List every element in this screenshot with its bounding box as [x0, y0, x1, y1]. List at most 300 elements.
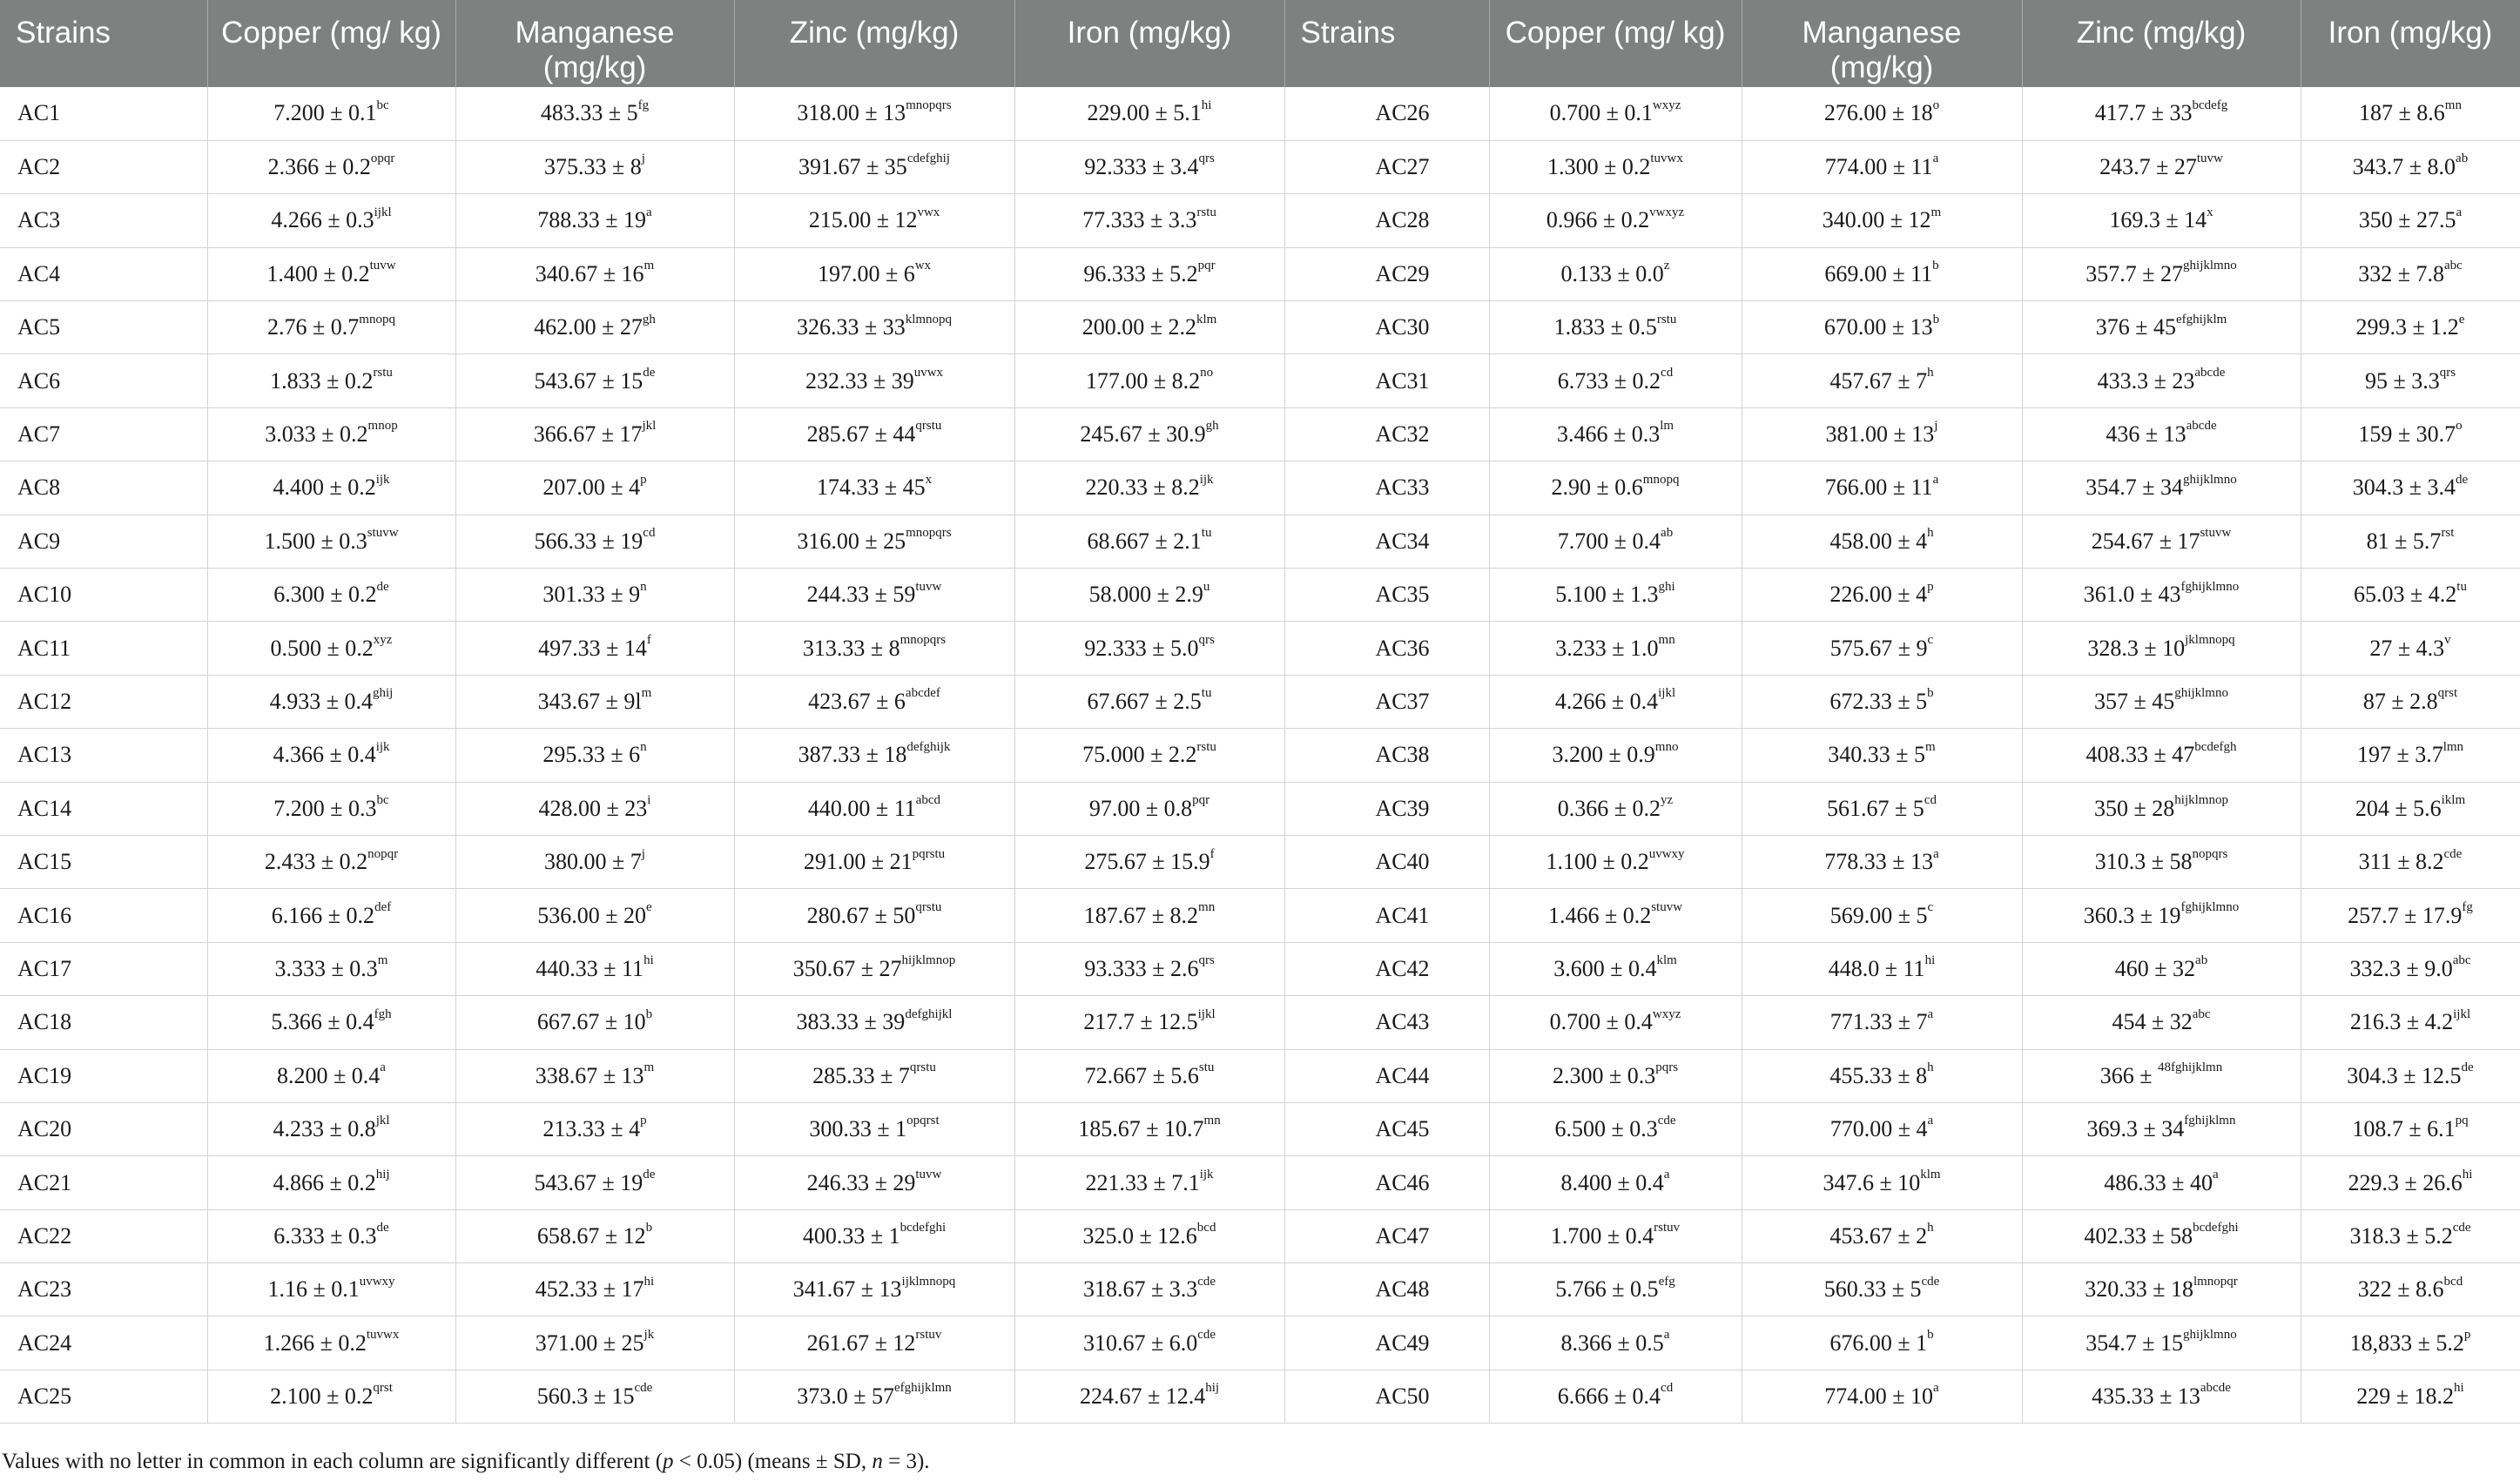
- value-cell: [1489, 1370, 1742, 1423]
- significance-letters: abc: [2192, 1006, 2211, 1021]
- cell-value: 569.00 ± 5: [1829, 902, 1928, 928]
- significance-letters: mn: [1198, 899, 1216, 914]
- value-cell: [1742, 889, 2022, 942]
- cell-value: 4.400 ± 0.2: [273, 475, 376, 501]
- value-cell: [2301, 1316, 2520, 1370]
- value-cell: [455, 247, 734, 300]
- cell-value: AC4: [17, 260, 61, 286]
- value-cell: [2022, 835, 2301, 888]
- cell-value: AC34: [1375, 528, 1430, 554]
- value-cell: [1489, 515, 1742, 568]
- value-cell: [207, 140, 455, 193]
- cell-value: 187 ± 8.6: [2359, 100, 2445, 126]
- cell-value: 92.333 ± 3.4: [1084, 154, 1199, 180]
- significance-letters: klm: [1920, 1167, 1941, 1181]
- value-cell: [207, 247, 455, 300]
- value-cell: [734, 1263, 1014, 1316]
- value-cell: [455, 996, 734, 1049]
- significance-letters: cd: [643, 526, 656, 541]
- significance-letters: efg: [1658, 1274, 1675, 1289]
- value-cell: [2022, 247, 2301, 300]
- significance-letters: ab: [2456, 151, 2469, 166]
- value-cell: [1742, 140, 2022, 193]
- value-cell: [734, 247, 1014, 300]
- cell-value: 27 ± 4.3: [2369, 635, 2445, 661]
- cell-value: 6.333 ± 0.3: [273, 1222, 377, 1249]
- value-cell: [2301, 407, 2520, 461]
- table-header-row: [0, 0, 2520, 87]
- value-cell: [455, 675, 734, 728]
- strain-cell: [1284, 942, 1489, 995]
- strain-cell: [0, 1263, 207, 1316]
- cell-value: AC16: [17, 902, 72, 928]
- value-cell: [455, 461, 734, 515]
- cell-value: AC9: [17, 528, 61, 554]
- cell-value: 3.600 ± 0.4: [1553, 955, 1657, 981]
- value-cell: [2301, 1370, 2520, 1423]
- cell-value: 486.33 ± 40: [2104, 1169, 2213, 1195]
- value-cell: [455, 407, 734, 461]
- significance-letters: qrs: [1198, 632, 1215, 647]
- significance-letters: ghijklmno: [2174, 686, 2228, 701]
- cell-value: AC49: [1375, 1330, 1430, 1356]
- cell-value: AC46: [1375, 1169, 1430, 1195]
- table-footnote: [0, 1450, 930, 1474]
- cell-value: 497.33 ± 14: [538, 635, 647, 661]
- significance-letters: b: [645, 1006, 653, 1021]
- value-cell: [1489, 301, 1742, 354]
- value-cell: [734, 1316, 1014, 1370]
- value-cell: [2301, 942, 2520, 995]
- table-row: [0, 1156, 2520, 1209]
- cell-value: 6.733 ± 0.2: [1557, 367, 1661, 394]
- value-cell: [1489, 569, 1742, 622]
- table-row: [0, 1370, 2520, 1423]
- significance-letters: opqrst: [906, 1114, 940, 1128]
- cell-value: 2.366 ± 0.2: [267, 154, 371, 180]
- significance-letters: uvwxy: [359, 1274, 395, 1289]
- strain-cell: [0, 889, 207, 942]
- cell-value: 460 ± 32: [2114, 955, 2196, 981]
- significance-letters: u: [1203, 579, 1210, 594]
- cell-value: 185.67 ± 10.7: [1078, 1116, 1204, 1142]
- cell-value: 676.00 ± 1: [1829, 1330, 1928, 1356]
- value-cell: [2301, 729, 2520, 782]
- strain-cell: [0, 140, 207, 193]
- significance-letters: rstuv: [1654, 1221, 1681, 1235]
- significance-letters: qrstu: [915, 419, 942, 434]
- significance-letters: bc: [376, 98, 389, 112]
- significance-letters: tu: [1201, 686, 1212, 701]
- value-cell: [207, 87, 455, 140]
- cell-value: 311 ± 8.2: [2358, 849, 2444, 875]
- significance-letters: j: [641, 846, 645, 861]
- value-cell: [734, 1156, 1014, 1209]
- strain-cell: [0, 461, 207, 515]
- cell-value: AC48: [1375, 1276, 1430, 1303]
- significance-letters: hi: [2462, 1167, 2473, 1181]
- significance-letters: e: [2458, 312, 2465, 326]
- cell-value: 1.833 ± 0.5: [1553, 314, 1657, 340]
- value-cell: [1489, 996, 1742, 1049]
- table-row: [0, 569, 2520, 622]
- value-cell: [207, 889, 455, 942]
- significance-letters: m: [643, 1060, 655, 1075]
- value-cell: [734, 569, 1014, 622]
- value-cell: [734, 996, 1014, 1049]
- table-row: [0, 1049, 2520, 1102]
- cell-value: 207.00 ± 4: [542, 475, 641, 501]
- cell-value: 3.033 ± 0.2: [265, 421, 368, 448]
- significance-letters: rstu: [1656, 312, 1677, 326]
- strain-cell: [1284, 996, 1489, 1049]
- value-cell: [455, 1209, 734, 1262]
- cell-value: 0.133 ± 0.0: [1560, 260, 1664, 286]
- column-header: Strains: [0, 0, 207, 87]
- significance-letters: bcdefg: [2192, 98, 2228, 112]
- significance-letters: cd: [1924, 793, 1937, 808]
- value-cell: [455, 1049, 734, 1102]
- strain-cell: [1284, 1370, 1489, 1423]
- cell-value: 280.67 ± 50: [806, 902, 916, 928]
- value-cell: [207, 1316, 455, 1370]
- value-cell: [2022, 675, 2301, 728]
- value-cell: [455, 569, 734, 622]
- strain-cell: [1284, 194, 1489, 247]
- value-cell: [734, 461, 1014, 515]
- table-row: [0, 942, 2520, 995]
- significance-letters: tu: [2456, 579, 2467, 594]
- significance-letters: ijklmnopq: [901, 1274, 956, 1289]
- significance-letters: nopqr: [367, 846, 399, 861]
- cell-value: 774.00 ± 11: [1824, 154, 1933, 180]
- value-cell: [2301, 782, 2520, 835]
- value-cell: [1014, 1209, 1284, 1262]
- value-cell: [207, 1102, 455, 1155]
- cell-value: 1.400 ± 0.2: [266, 260, 370, 286]
- cell-value: 8.366 ± 0.5: [1560, 1330, 1664, 1356]
- significance-letters: e: [646, 899, 652, 914]
- value-cell: [2022, 1209, 2301, 1262]
- value-cell: [2022, 515, 2301, 568]
- cell-value: 2.433 ± 0.2: [264, 849, 368, 875]
- cell-value: 5.766 ± 0.5: [1555, 1276, 1659, 1303]
- cell-value: 338.67 ± 13: [535, 1062, 644, 1088]
- cell-value: AC22: [17, 1222, 72, 1249]
- significance-letters: pqrstu: [912, 846, 946, 861]
- value-cell: [455, 622, 734, 675]
- cell-value: 543.67 ± 15: [534, 367, 643, 394]
- strain-cell: [0, 1102, 207, 1155]
- value-cell: [2022, 1263, 2301, 1316]
- value-cell: [1489, 87, 1742, 140]
- significance-letters: klmnopq: [905, 312, 953, 326]
- strain-cell: [1284, 247, 1489, 300]
- significance-letters: b: [1932, 259, 1939, 273]
- cell-value: 357.7 ± 27: [2085, 260, 2184, 286]
- value-cell: [207, 782, 455, 835]
- significance-letters: vwx: [917, 205, 940, 219]
- strain-cell: [0, 1209, 207, 1262]
- value-cell: [734, 1102, 1014, 1155]
- significance-letters: lmnopqr: [2193, 1274, 2238, 1289]
- value-cell: [2301, 1156, 2520, 1209]
- cell-value: AC8: [17, 475, 61, 501]
- cell-value: 215.00 ± 12: [808, 207, 918, 233]
- value-cell: [1489, 782, 1742, 835]
- value-cell: [734, 942, 1014, 995]
- cell-value: 224.67 ± 12.4: [1079, 1383, 1206, 1410]
- column-header: Iron (mg/kg): [2301, 0, 2520, 87]
- strain-cell: [0, 1316, 207, 1370]
- value-cell: [1742, 675, 2022, 728]
- value-cell: [1014, 675, 1284, 728]
- cell-value: 770.00 ± 4: [1829, 1116, 1928, 1142]
- significance-letters: c: [1927, 632, 1934, 647]
- cell-value: 318.00 ± 13: [797, 100, 906, 126]
- value-cell: [1489, 247, 1742, 300]
- cell-value: 366.67 ± 17: [533, 421, 643, 448]
- cell-value: 174.33 ± 45: [816, 475, 926, 501]
- value-cell: [1742, 1049, 2022, 1102]
- significance-letters: rstu: [1196, 205, 1216, 219]
- significance-letters: ijk: [375, 739, 390, 754]
- value-cell: [2301, 140, 2520, 193]
- value-cell: [2301, 1102, 2520, 1155]
- significance-letters: j: [641, 151, 645, 166]
- value-cell: [1489, 461, 1742, 515]
- cell-value: 3.333 ± 0.3: [274, 955, 378, 981]
- table-row: [0, 87, 2520, 140]
- strain-cell: [0, 782, 207, 835]
- value-cell: [455, 354, 734, 407]
- column-header: Zinc (mg/kg): [2022, 0, 2301, 87]
- strain-cell: [0, 996, 207, 1049]
- significance-letters: mnop: [367, 419, 398, 434]
- cell-value: 285.33 ± 7: [812, 1062, 910, 1088]
- cell-value: 423.67 ± 6: [808, 688, 906, 714]
- significance-letters: wxyz: [1652, 1006, 1681, 1021]
- cell-value: 177.00 ± 8.2: [1085, 367, 1201, 394]
- cell-value: 4.366 ± 0.4: [273, 742, 376, 768]
- table-row: [0, 1209, 2520, 1262]
- cell-value: 97.00 ± 0.8: [1088, 795, 1193, 821]
- cell-value: 560.3 ± 15: [536, 1383, 635, 1410]
- strain-cell: [1284, 1316, 1489, 1370]
- value-cell: [1489, 1102, 1742, 1155]
- cell-value: 301.33 ± 9: [542, 582, 641, 608]
- value-cell: [1489, 622, 1742, 675]
- cell-value: AC43: [1375, 1009, 1430, 1035]
- significance-letters: a: [2456, 205, 2463, 219]
- cell-value: 440.00 ± 11: [807, 795, 916, 821]
- value-cell: [2022, 1049, 2301, 1102]
- cell-value: 6.300 ± 0.2: [273, 582, 377, 608]
- column-header: Strains: [1284, 0, 1489, 87]
- value-cell: [1489, 729, 1742, 782]
- table-row: [0, 140, 2520, 193]
- cell-value: AC20: [17, 1116, 72, 1142]
- cell-value: 245.67 ± 30.9: [1080, 421, 1206, 448]
- value-cell: [455, 301, 734, 354]
- cell-value: AC10: [17, 582, 72, 608]
- value-cell: [207, 1049, 455, 1102]
- significance-letters: x: [925, 472, 933, 487]
- value-cell: [1014, 247, 1284, 300]
- cell-value: 455.33 ± 8: [1829, 1062, 1928, 1088]
- cell-value: 1.300 ± 0.2: [1547, 154, 1651, 180]
- value-cell: [1742, 461, 2022, 515]
- significance-letters: cde: [1197, 1328, 1216, 1343]
- cell-value: 68.667 ± 2.1: [1087, 528, 1202, 554]
- significance-letters: hij: [375, 1167, 390, 1181]
- value-cell: [455, 942, 734, 995]
- value-cell: [207, 1209, 455, 1262]
- cell-value: 320.33 ± 18: [2085, 1276, 2193, 1303]
- cell-value: 2.76 ± 0.7: [267, 314, 360, 340]
- cell-value: 318.67 ± 3.3: [1082, 1276, 1198, 1303]
- cell-value: 2.90 ± 0.6: [1551, 475, 1643, 501]
- significance-letters: qrs: [2439, 365, 2456, 380]
- strain-cell: [0, 835, 207, 888]
- cell-value: 310.67 ± 6.0: [1082, 1330, 1198, 1356]
- cell-value: 1.833 ± 0.2: [270, 367, 374, 394]
- value-cell: [1014, 194, 1284, 247]
- value-cell: [207, 675, 455, 728]
- cell-value: 65.03 ± 4.2: [2354, 582, 2457, 608]
- value-cell: [2301, 87, 2520, 140]
- cell-value: AC47: [1375, 1222, 1430, 1249]
- cell-value: 8.400 ± 0.4: [1560, 1169, 1664, 1195]
- cell-value: 304.3 ± 3.4: [2352, 475, 2456, 501]
- cell-value: 229.3 ± 26.6: [2348, 1169, 2463, 1195]
- significance-letters: cde: [2443, 846, 2463, 861]
- table-row: [0, 247, 2520, 300]
- cell-value: 300.33 ± 1: [809, 1116, 907, 1142]
- cell-value: 343.67 ± 9l: [537, 688, 642, 714]
- significance-letters: efghijklm: [2175, 312, 2227, 326]
- strain-cell: [1284, 1263, 1489, 1316]
- cell-value: 95 ± 3.3: [2364, 367, 2440, 394]
- cell-value: 291.00 ± 21: [803, 849, 913, 875]
- value-cell: [1742, 996, 2022, 1049]
- value-cell: [734, 782, 1014, 835]
- cell-value: 340.33 ± 5: [1828, 742, 1926, 768]
- cell-value: 197.00 ± 6: [817, 260, 915, 286]
- cell-value: AC11: [17, 635, 71, 661]
- value-cell: [734, 407, 1014, 461]
- value-cell: [1489, 354, 1742, 407]
- significance-letters: fghijklmno: [2180, 579, 2240, 594]
- table-body: [0, 87, 2520, 1424]
- cell-value: 2.300 ± 0.3: [1552, 1062, 1656, 1088]
- cell-value: 667.67 ± 10: [536, 1009, 646, 1035]
- significance-letters: no: [1200, 365, 1214, 380]
- strain-cell: [1284, 1049, 1489, 1102]
- value-cell: [207, 1370, 455, 1423]
- cell-value: AC6: [17, 367, 61, 394]
- cell-value: 387.33 ± 18: [798, 742, 907, 768]
- significance-letters: tuvw: [2196, 151, 2223, 166]
- value-cell: [207, 622, 455, 675]
- value-cell: [734, 675, 1014, 728]
- value-cell: [734, 622, 1014, 675]
- significance-letters: abcde: [2194, 365, 2226, 380]
- significance-letters: mnopqrs: [906, 98, 952, 112]
- value-cell: [207, 569, 455, 622]
- value-cell: [2301, 515, 2520, 568]
- significance-letters: hi: [2454, 1381, 2464, 1396]
- column-header: Iron (mg/kg): [1014, 0, 1284, 87]
- significance-letters: b: [1927, 686, 1934, 701]
- cell-value: AC2: [17, 154, 61, 180]
- value-cell: [1014, 942, 1284, 995]
- cell-value: 316.00 ± 25: [797, 528, 906, 554]
- value-cell: [1489, 1049, 1742, 1102]
- significance-letters: z: [1663, 259, 1670, 273]
- significance-letters: a: [1927, 1114, 1934, 1128]
- cell-value: 560.33 ± 5: [1823, 1276, 1922, 1303]
- value-cell: [1014, 407, 1284, 461]
- cell-value: 332.3 ± 9.0: [2349, 955, 2453, 981]
- strain-cell: [0, 194, 207, 247]
- value-cell: [1014, 1156, 1284, 1209]
- value-cell: [734, 87, 1014, 140]
- cell-value: 58.000 ± 2.9: [1088, 582, 1203, 608]
- value-cell: [2022, 622, 2301, 675]
- significance-letters: tuvwx: [1650, 151, 1683, 166]
- cell-value: 217.7 ± 12.5: [1083, 1009, 1198, 1035]
- significance-letters: uvwxy: [1648, 846, 1685, 861]
- strain-cell: [1284, 835, 1489, 888]
- significance-letters: h: [1927, 1060, 1934, 1075]
- cell-value: 448.0 ± 11: [1828, 955, 1925, 981]
- strain-cell: [1284, 622, 1489, 675]
- cell-value: 373.0 ± 57: [797, 1383, 894, 1410]
- value-cell: [1742, 1370, 2022, 1423]
- value-cell: [2022, 1316, 2301, 1370]
- value-cell: [2022, 729, 2301, 782]
- value-cell: [455, 1316, 734, 1370]
- value-cell: [2022, 996, 2301, 1049]
- cell-value: 232.33 ± 39: [805, 367, 914, 394]
- cell-value: AC45: [1375, 1116, 1430, 1142]
- value-cell: [1742, 942, 2022, 995]
- significance-letters: a: [1663, 1167, 1670, 1181]
- value-cell: [2301, 461, 2520, 515]
- significance-letters: a: [2213, 1167, 2219, 1181]
- significance-letters: o: [1932, 98, 1940, 112]
- cell-value: AC33: [1375, 475, 1430, 501]
- significance-letters: m: [643, 259, 655, 273]
- cell-value: 229.00 ± 5.1: [1087, 100, 1202, 126]
- value-cell: [2301, 622, 2520, 675]
- cell-value: 229 ± 18.2: [2356, 1383, 2455, 1410]
- strain-cell: [0, 1049, 207, 1102]
- cell-value: 81 ± 5.7: [2366, 528, 2442, 554]
- significance-letters: ghi: [1658, 579, 1675, 594]
- significance-letters: mno: [1654, 739, 1679, 754]
- significance-letters: cd: [1661, 365, 1674, 380]
- column-header: Manganese (mg/kg): [455, 0, 734, 87]
- column-header: Copper (mg/ kg): [207, 0, 455, 87]
- significance-letters: a: [1933, 846, 1939, 861]
- strain-cell: [1284, 461, 1489, 515]
- cell-value: 75.000 ± 2.2: [1082, 742, 1197, 768]
- strain-cell: [1284, 782, 1489, 835]
- significance-letters: de: [643, 365, 656, 380]
- cell-value: AC29: [1375, 260, 1430, 286]
